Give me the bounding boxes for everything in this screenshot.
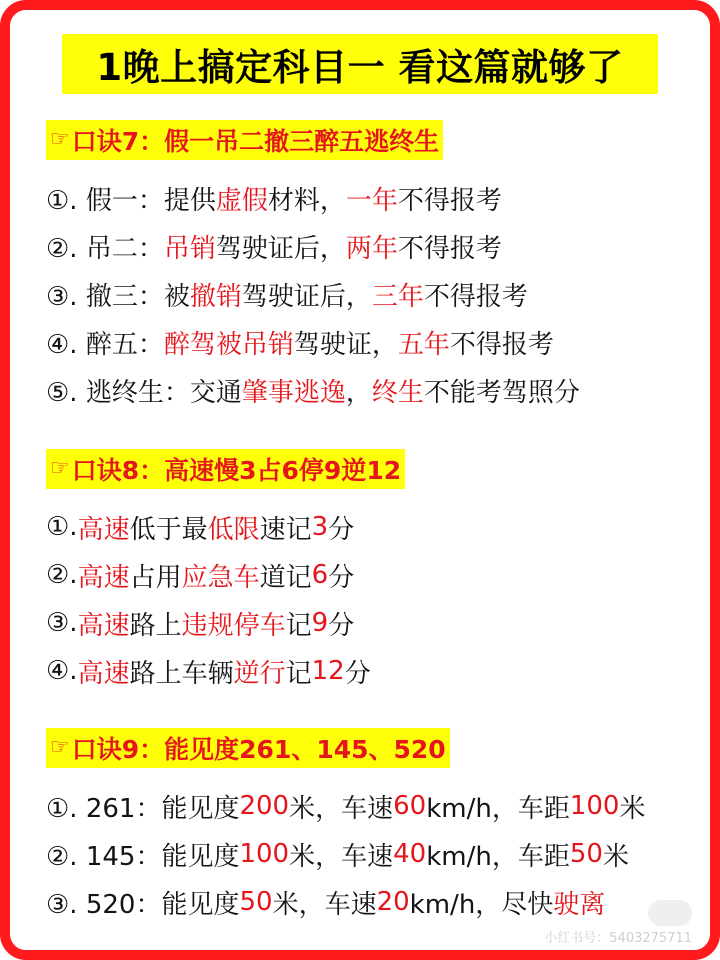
rule-text: ⑤. 逃终生：交通: [46, 377, 242, 408]
highlight-text: 醉驾被吊销: [163, 329, 294, 360]
rule-text: 驾驶证，: [293, 329, 398, 360]
rule-text: 米，车速: [272, 889, 377, 920]
highlight-text: 60: [393, 791, 427, 821]
highlight-text: 逆行: [233, 658, 286, 689]
section-mnemonic-8: [46, 449, 405, 695]
highlight-text: 9: [311, 608, 329, 638]
rule-item: [46, 503, 405, 551]
highlight-text: 50: [239, 887, 273, 917]
rule-text: 分: [328, 514, 355, 545]
watermark-logo-icon: [648, 900, 692, 926]
rule-text: ③. 520：能见度: [46, 889, 240, 920]
section-heading-box: [46, 449, 405, 489]
highlight-text: 两年: [345, 233, 398, 264]
rule-text: ③.: [46, 608, 78, 638]
rule-text: 驾驶证后，: [215, 233, 346, 264]
rule-item: [46, 222, 580, 270]
rule-list: [46, 782, 646, 926]
rule-text: 低于最: [129, 514, 208, 545]
highlight-text: 五年: [397, 329, 450, 360]
rule-text: 不得报考: [423, 281, 528, 312]
pointing-hand-icon: ☞: [50, 735, 70, 760]
section-heading-box: [46, 120, 443, 160]
title-banner: [62, 34, 658, 94]
section-heading: 口诀9：能见度261、145、520: [71, 735, 446, 764]
rule-text: 分: [344, 658, 371, 689]
rule-text: 速记: [259, 514, 312, 545]
rule-text: 驾驶证后，: [241, 281, 372, 312]
rule-item: [46, 174, 580, 222]
rule-text: 米，车速: [289, 841, 394, 872]
highlight-text: 吊销: [163, 233, 216, 264]
rule-text: ①. 假一：提供: [46, 185, 216, 216]
highlight-text: 3: [311, 512, 329, 542]
highlight-text: 12: [311, 656, 345, 686]
rule-text: 不得报考: [449, 329, 554, 360]
highlight-text: 违规停车: [181, 610, 286, 641]
section-mnemonic-7: [46, 120, 580, 414]
rule-text: 米，车速: [289, 793, 394, 824]
rule-list: [46, 503, 405, 695]
section-heading: 口诀8：高速慢3占6停9逆12: [71, 456, 402, 485]
rule-item: [46, 270, 580, 318]
highlight-text: 高速: [77, 658, 130, 689]
rule-text: ①. 261：能见度: [46, 793, 240, 824]
rule-text: 占用: [129, 562, 182, 593]
rule-text: ④. 醉五：: [46, 329, 164, 360]
highlight-text: 20: [376, 887, 410, 917]
rule-text: 记: [285, 658, 312, 689]
rule-text: ④.: [46, 656, 78, 686]
rule-text: ②.: [46, 560, 78, 590]
rule-text: 米: [619, 793, 646, 824]
pointing-hand-icon: ☞: [50, 456, 70, 481]
rule-text: ②. 145：能见度: [46, 841, 240, 872]
rule-list: [46, 174, 580, 414]
highlight-text: 200: [239, 791, 290, 821]
highlight-text: 40: [393, 839, 427, 869]
rule-text: km/h，车距: [426, 841, 570, 872]
rule-item: [46, 782, 646, 830]
highlight-text: 虚假: [215, 185, 268, 216]
page-title: 1晚上搞定科目一 看这篇就够了: [96, 46, 624, 89]
highlight-text: 三年: [371, 281, 424, 312]
rule-text: km/h，尽快: [409, 889, 554, 920]
section-mnemonic-9: [46, 728, 646, 926]
highlight-text: 撤销: [189, 281, 242, 312]
highlight-text: 驶离: [553, 889, 606, 920]
rule-item: [46, 366, 580, 414]
highlight-text: 高速: [77, 610, 130, 641]
highlight-text: 6: [311, 560, 329, 590]
rule-text: ③. 撤三：被: [46, 281, 190, 312]
rule-text: 记: [285, 610, 312, 641]
highlight-text: 一年: [345, 185, 398, 216]
section-heading: 口诀7：假一吊二撤三醉五逃终生: [71, 127, 440, 156]
rule-item: [46, 599, 405, 647]
rule-text: 不能考驾照分: [423, 377, 580, 408]
highlight-text: 肇事逃逸: [241, 377, 346, 408]
rule-text: ，: [345, 377, 372, 408]
highlight-text: 高速: [77, 514, 130, 545]
highlight-text: 高速: [77, 562, 130, 593]
highlight-text: 100: [239, 839, 290, 869]
highlight-text: 低限: [207, 514, 260, 545]
rule-text: 材料，: [267, 185, 346, 216]
rule-text: ②. 吊二：: [46, 233, 164, 264]
rule-item: [46, 318, 580, 366]
rule-text: 不得报考: [397, 185, 502, 216]
rule-item: [46, 830, 646, 878]
highlight-text: 50: [569, 839, 603, 869]
rule-item: [46, 647, 405, 695]
highlight-text: 终生: [371, 377, 424, 408]
rule-text: 分: [328, 610, 355, 641]
rule-text: 米: [602, 841, 629, 872]
rule-item: [46, 878, 646, 926]
rule-text: 分: [328, 562, 355, 593]
rule-text: 不得报考: [397, 233, 502, 264]
rule-item: [46, 551, 405, 599]
section-heading-box: [46, 728, 450, 768]
rule-text: ①.: [46, 512, 78, 542]
highlight-text: 100: [569, 791, 620, 821]
rule-text: 路上: [129, 610, 182, 641]
pointing-hand-icon: ☞: [50, 127, 70, 152]
rule-text: 道记: [259, 562, 312, 593]
rule-text: 路上车辆: [129, 658, 234, 689]
rule-text: km/h，车距: [426, 793, 570, 824]
highlight-text: 应急车: [181, 562, 260, 593]
watermark: 小红书号：5403275711: [544, 931, 692, 946]
